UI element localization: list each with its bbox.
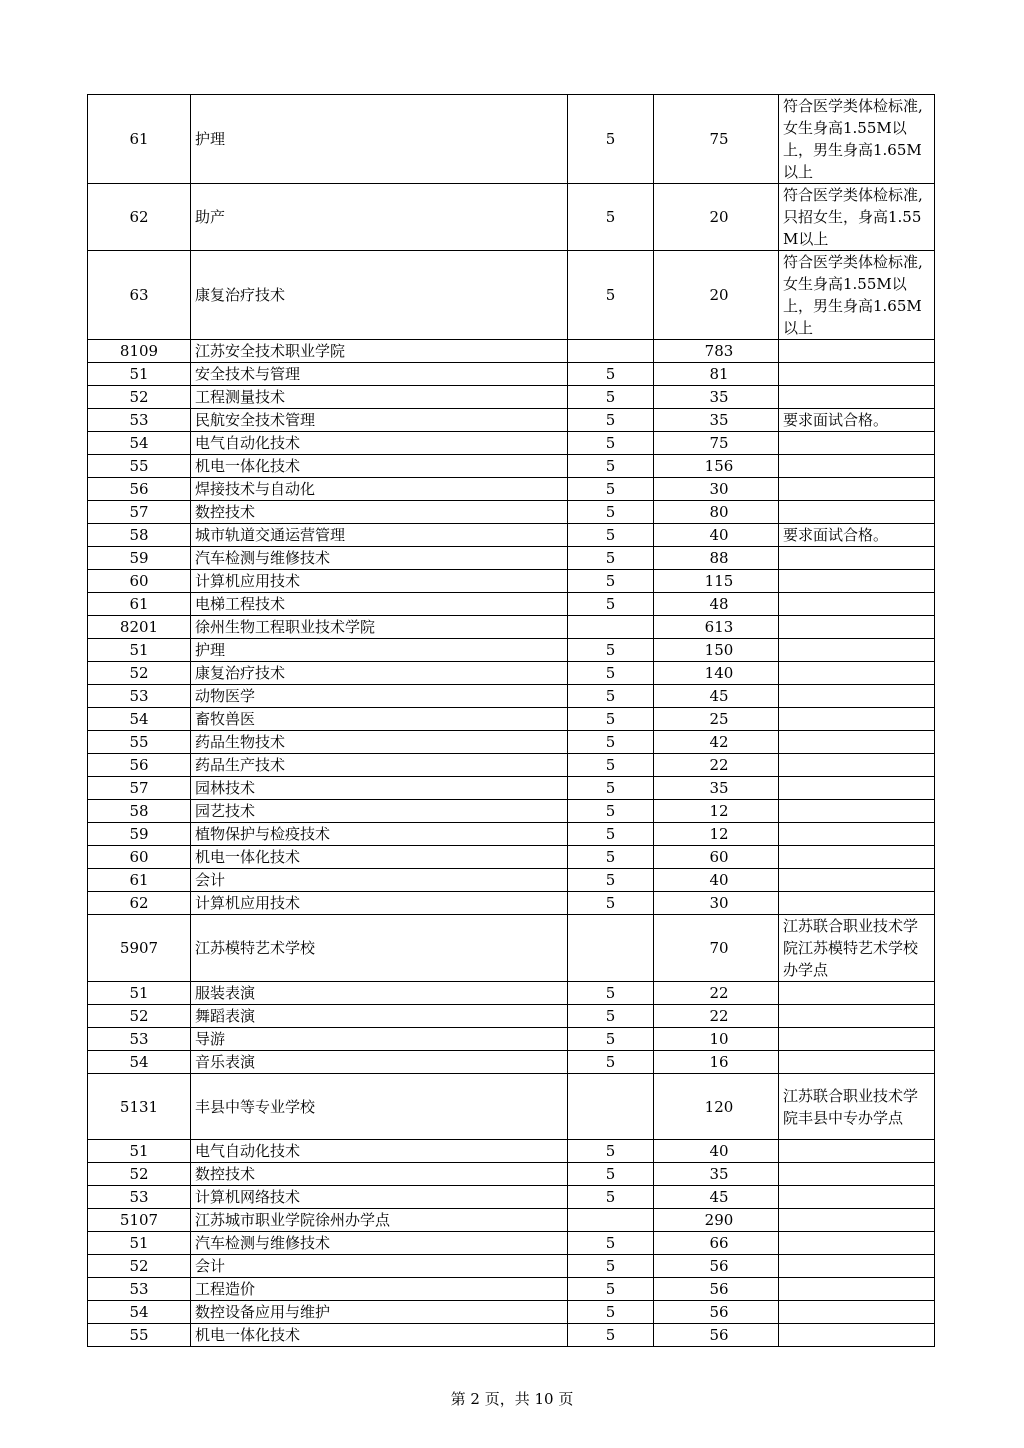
note-cell: 符合医学类体检标准,女生身高1.55M以上，男生身高1.65M以上 [779,251,935,340]
table-row [88,1255,935,1278]
note-cell [779,1140,935,1163]
code-cell: 8109 [88,340,191,363]
table-row [88,892,935,915]
note-cell [779,823,935,846]
table-row [88,432,935,455]
table-row [88,363,935,386]
code-cell: 55 [88,731,191,754]
quota-cell: 16 [654,1051,779,1074]
name-cell: 园林技术 [191,777,568,800]
code-cell: 52 [88,1005,191,1028]
table-row [88,982,935,1005]
years-cell: 5 [568,570,654,593]
name-cell: 机电一体化技术 [191,1324,568,1347]
code-cell: 5907 [88,915,191,982]
code-cell: 5107 [88,1209,191,1232]
name-cell: 徐州生物工程职业技术学院 [191,616,568,639]
note-cell [779,731,935,754]
code-cell: 56 [88,478,191,501]
name-cell: 导游 [191,1028,568,1051]
years-cell: 5 [568,754,654,777]
table-row [88,1232,935,1255]
name-cell: 数控技术 [191,501,568,524]
code-cell: 52 [88,386,191,409]
table-row [88,1278,935,1301]
years-cell: 5 [568,455,654,478]
table-row [88,1324,935,1347]
note-cell [779,1324,935,1347]
note-cell: 要求面试合格。 [779,524,935,547]
table-row [88,1209,935,1232]
table-row [88,777,935,800]
code-cell: 61 [88,593,191,616]
years-cell: 5 [568,823,654,846]
table-body [88,95,935,1347]
quota-cell: 45 [654,1186,779,1209]
quota-cell: 115 [654,570,779,593]
quota-cell: 40 [654,1140,779,1163]
years-cell: 5 [568,662,654,685]
code-cell: 51 [88,1232,191,1255]
note-cell [779,1255,935,1278]
years-cell: 5 [568,593,654,616]
table-row [88,616,935,639]
quota-cell: 30 [654,478,779,501]
note-cell: 江苏联合职业技术学院江苏模特艺术学校办学点 [779,915,935,982]
name-cell: 护理 [191,95,568,184]
code-cell: 52 [88,662,191,685]
note-cell [779,386,935,409]
quota-cell: 35 [654,1163,779,1186]
quota-cell: 140 [654,662,779,685]
code-cell: 55 [88,1324,191,1347]
quota-cell: 45 [654,685,779,708]
note-cell [779,754,935,777]
name-cell: 汽车检测与维修技术 [191,1232,568,1255]
name-cell: 康复治疗技术 [191,662,568,685]
note-cell [779,1232,935,1255]
code-cell: 54 [88,1301,191,1324]
table-row [88,570,935,593]
years-cell: 5 [568,184,654,251]
name-cell: 植物保护与检疫技术 [191,823,568,846]
note-cell: 要求面试合格。 [779,409,935,432]
years-cell: 5 [568,777,654,800]
name-cell: 电气自动化技术 [191,1140,568,1163]
table-row [88,1005,935,1028]
code-cell: 63 [88,251,191,340]
table-row [88,685,935,708]
note-cell [779,593,935,616]
table-row [88,1163,935,1186]
note-cell [779,869,935,892]
quota-cell: 66 [654,1232,779,1255]
note-cell [779,800,935,823]
quota-cell: 22 [654,1005,779,1028]
note-cell [779,616,935,639]
years-cell: 5 [568,1255,654,1278]
note-cell [779,1028,935,1051]
note-cell [779,547,935,570]
years-cell: 5 [568,524,654,547]
note-cell: 符合医学类体检标准,只招女生，身高1.55M以上 [779,184,935,251]
years-cell: 5 [568,1051,654,1074]
quota-cell: 35 [654,386,779,409]
table-row [88,1140,935,1163]
years-cell: 5 [568,1186,654,1209]
name-cell: 音乐表演 [191,1051,568,1074]
name-cell: 畜牧兽医 [191,708,568,731]
years-cell: 5 [568,251,654,340]
code-cell: 60 [88,570,191,593]
note-cell [779,1051,935,1074]
note-cell [779,708,935,731]
code-cell: 55 [88,455,191,478]
years-cell [568,1074,654,1140]
quota-cell: 35 [654,409,779,432]
quota-cell: 12 [654,823,779,846]
years-cell: 5 [568,363,654,386]
table-row [88,547,935,570]
table-row [88,823,935,846]
quota-cell: 48 [654,593,779,616]
quota-cell: 20 [654,251,779,340]
years-cell: 5 [568,386,654,409]
name-cell: 园艺技术 [191,800,568,823]
years-cell: 5 [568,982,654,1005]
quota-cell: 22 [654,982,779,1005]
note-cell [779,432,935,455]
quota-cell: 88 [654,547,779,570]
name-cell: 机电一体化技术 [191,455,568,478]
code-cell: 62 [88,184,191,251]
note-cell: 江苏联合职业技术学院丰县中专办学点 [779,1074,935,1140]
code-cell: 58 [88,524,191,547]
years-cell: 5 [568,846,654,869]
table-row [88,1051,935,1074]
code-cell: 53 [88,685,191,708]
years-cell: 5 [568,731,654,754]
name-cell: 舞蹈表演 [191,1005,568,1028]
table-row [88,754,935,777]
table-row [88,95,935,184]
table-row [88,409,935,432]
note-cell [779,478,935,501]
name-cell: 助产 [191,184,568,251]
name-cell: 护理 [191,639,568,662]
name-cell: 电气自动化技术 [191,432,568,455]
name-cell: 机电一体化技术 [191,846,568,869]
years-cell: 5 [568,1005,654,1028]
table-row [88,524,935,547]
table-row [88,846,935,869]
table-row [88,455,935,478]
quota-cell: 10 [654,1028,779,1051]
name-cell: 计算机应用技术 [191,892,568,915]
name-cell: 城市轨道交通运营管理 [191,524,568,547]
quota-cell: 40 [654,524,779,547]
years-cell: 5 [568,1324,654,1347]
name-cell: 药品生产技术 [191,754,568,777]
name-cell: 民航安全技术管理 [191,409,568,432]
years-cell [568,340,654,363]
years-cell: 5 [568,892,654,915]
table-row [88,184,935,251]
table-row [88,869,935,892]
quota-cell: 30 [654,892,779,915]
table-row [88,915,935,982]
note-cell [779,501,935,524]
code-cell: 59 [88,547,191,570]
quota-cell: 150 [654,639,779,662]
quota-cell: 56 [654,1255,779,1278]
name-cell: 药品生物技术 [191,731,568,754]
quota-cell: 56 [654,1324,779,1347]
note-cell [779,340,935,363]
code-cell: 53 [88,1278,191,1301]
code-cell: 58 [88,800,191,823]
code-cell: 52 [88,1255,191,1278]
years-cell: 5 [568,708,654,731]
quota-cell: 42 [654,731,779,754]
years-cell [568,1209,654,1232]
quota-cell: 56 [654,1278,779,1301]
years-cell: 5 [568,800,654,823]
code-cell: 60 [88,846,191,869]
years-cell: 5 [568,432,654,455]
quota-cell: 25 [654,708,779,731]
quota-cell: 12 [654,800,779,823]
code-cell: 54 [88,1051,191,1074]
code-cell: 52 [88,1163,191,1186]
quota-cell: 120 [654,1074,779,1140]
note-cell [779,455,935,478]
enrollment-table [87,94,935,1347]
code-cell: 53 [88,1186,191,1209]
name-cell: 会计 [191,1255,568,1278]
code-cell: 54 [88,708,191,731]
code-cell: 57 [88,777,191,800]
quota-cell: 40 [654,869,779,892]
quota-cell: 22 [654,754,779,777]
table-row [88,639,935,662]
note-cell [779,1301,935,1324]
years-cell: 5 [568,685,654,708]
table-row [88,1186,935,1209]
years-cell: 5 [568,1140,654,1163]
table-row [88,731,935,754]
table-row [88,251,935,340]
years-cell: 5 [568,1028,654,1051]
quota-cell: 80 [654,501,779,524]
name-cell: 服装表演 [191,982,568,1005]
years-cell: 5 [568,547,654,570]
code-cell: 54 [88,432,191,455]
name-cell: 康复治疗技术 [191,251,568,340]
name-cell: 江苏模特艺术学校 [191,915,568,982]
name-cell: 安全技术与管理 [191,363,568,386]
code-cell: 56 [88,754,191,777]
table-row [88,662,935,685]
years-cell [568,915,654,982]
code-cell: 53 [88,1028,191,1051]
note-cell [779,777,935,800]
years-cell: 5 [568,1301,654,1324]
years-cell: 5 [568,869,654,892]
code-cell: 51 [88,982,191,1005]
quota-cell: 75 [654,95,779,184]
note-cell [779,1278,935,1301]
code-cell: 59 [88,823,191,846]
table-row [88,593,935,616]
note-cell [779,1163,935,1186]
code-cell: 61 [88,869,191,892]
quota-cell: 75 [654,432,779,455]
code-cell: 51 [88,363,191,386]
table-row [88,1074,935,1140]
note-cell [779,570,935,593]
code-cell: 61 [88,95,191,184]
name-cell: 动物医学 [191,685,568,708]
years-cell: 5 [568,639,654,662]
note-cell [779,1186,935,1209]
code-cell: 5131 [88,1074,191,1140]
note-cell [779,662,935,685]
table-row [88,478,935,501]
code-cell: 51 [88,1140,191,1163]
name-cell: 数控技术 [191,1163,568,1186]
table-row [88,340,935,363]
quota-cell: 783 [654,340,779,363]
quota-cell: 290 [654,1209,779,1232]
years-cell: 5 [568,409,654,432]
note-cell [779,1005,935,1028]
note-cell [779,982,935,1005]
years-cell: 5 [568,478,654,501]
note-cell [779,892,935,915]
note-cell [779,685,935,708]
table-row [88,501,935,524]
table-row [88,708,935,731]
name-cell: 会计 [191,869,568,892]
note-cell [779,1209,935,1232]
code-cell: 57 [88,501,191,524]
note-cell [779,363,935,386]
years-cell [568,616,654,639]
years-cell: 5 [568,95,654,184]
table-row [88,386,935,409]
quota-cell: 70 [654,915,779,982]
note-cell: 符合医学类体检标准,女生身高1.55M以上，男生身高1.65M以上 [779,95,935,184]
name-cell: 电梯工程技术 [191,593,568,616]
name-cell: 丰县中等专业学校 [191,1074,568,1140]
table-row [88,1028,935,1051]
table-row [88,800,935,823]
name-cell: 工程造价 [191,1278,568,1301]
name-cell: 计算机网络技术 [191,1186,568,1209]
name-cell: 计算机应用技术 [191,570,568,593]
quota-cell: 613 [654,616,779,639]
code-cell: 62 [88,892,191,915]
quota-cell: 20 [654,184,779,251]
note-cell [779,846,935,869]
note-cell [779,639,935,662]
quota-cell: 35 [654,777,779,800]
code-cell: 51 [88,639,191,662]
name-cell: 江苏城市职业学院徐州办学点 [191,1209,568,1232]
name-cell: 焊接技术与自动化 [191,478,568,501]
quota-cell: 56 [654,1301,779,1324]
code-cell: 53 [88,409,191,432]
name-cell: 工程测量技术 [191,386,568,409]
name-cell: 汽车检测与维修技术 [191,547,568,570]
years-cell: 5 [568,501,654,524]
quota-cell: 60 [654,846,779,869]
table-row [88,1301,935,1324]
years-cell: 5 [568,1232,654,1255]
page-footer: 第 2 页，共 10 页 [450,1390,574,1408]
name-cell: 江苏安全技术职业学院 [191,340,568,363]
name-cell: 数控设备应用与维护 [191,1301,568,1324]
code-cell: 8201 [88,616,191,639]
years-cell: 5 [568,1278,654,1301]
quota-cell: 156 [654,455,779,478]
quota-cell: 81 [654,363,779,386]
years-cell: 5 [568,1163,654,1186]
